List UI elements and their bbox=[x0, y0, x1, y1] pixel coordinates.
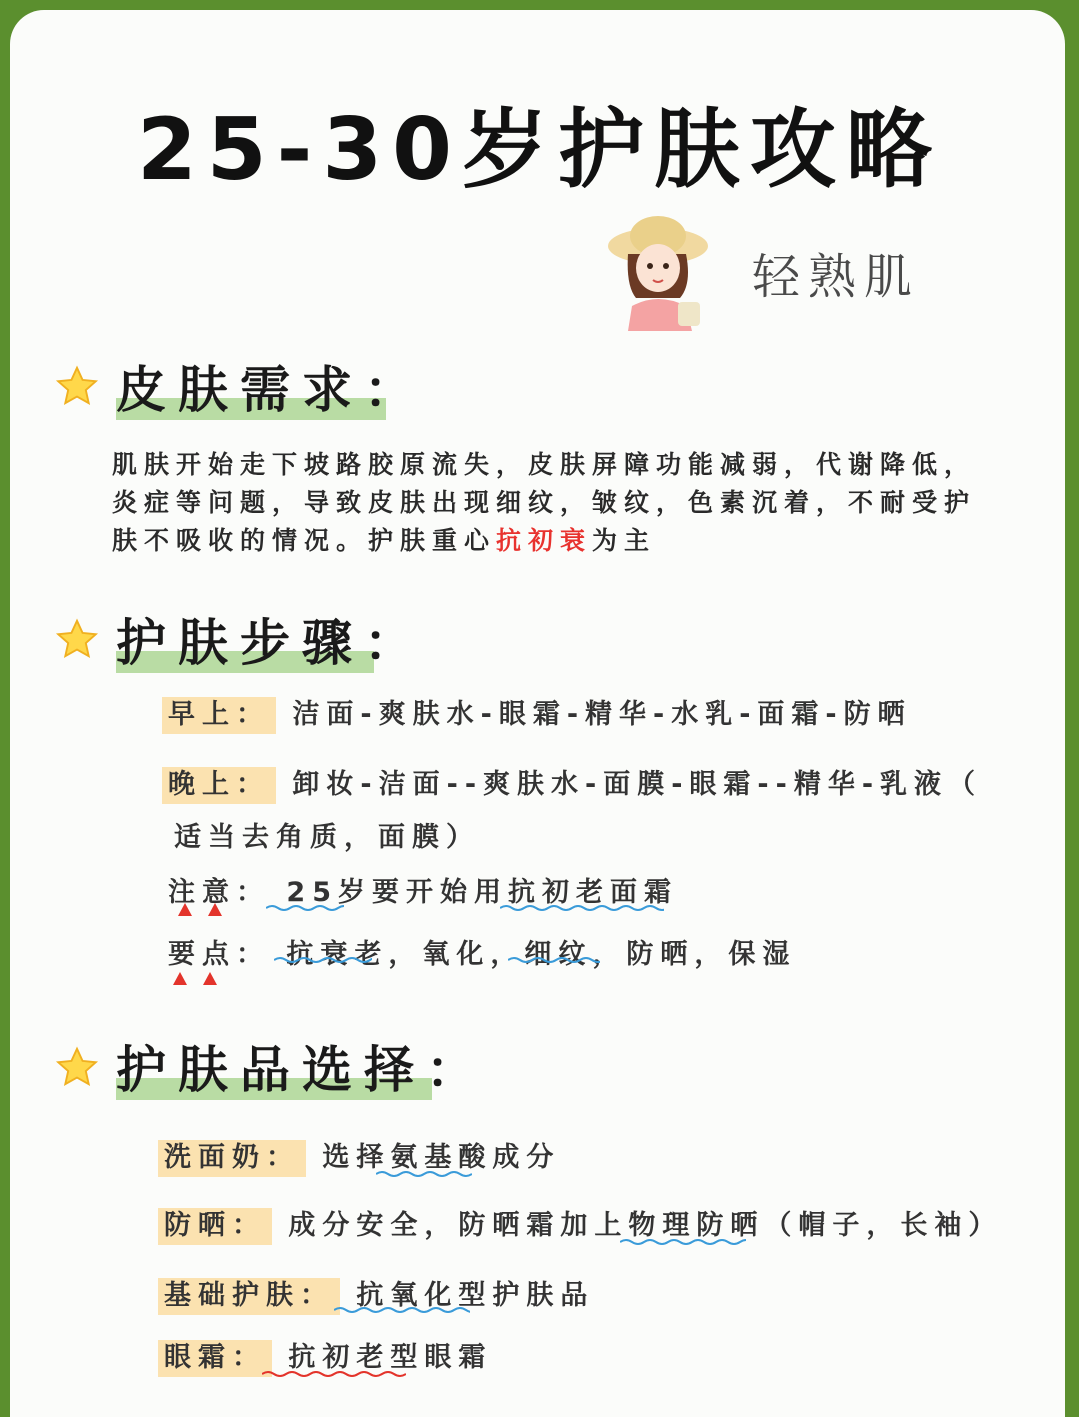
star-icon bbox=[54, 617, 100, 663]
product-label: 防晒： bbox=[158, 1208, 272, 1245]
wavy-underline bbox=[620, 1238, 746, 1246]
subtitle-skin-type: 轻熟肌 bbox=[752, 249, 921, 305]
wavy-underline bbox=[500, 904, 664, 912]
step-evening bbox=[162, 762, 982, 801]
evening-routine: 卸妆-洁面--爽肤水-面膜-眼霜--精华-乳液（ bbox=[292, 769, 983, 800]
page-title: 25-30岁护肤攻略 bbox=[136, 100, 943, 200]
wavy-underline-red bbox=[262, 1370, 406, 1378]
red-triangle-icon bbox=[178, 903, 192, 916]
product-item bbox=[158, 1203, 1002, 1242]
red-triangle-icon bbox=[203, 972, 217, 985]
star-icon bbox=[54, 364, 100, 410]
product-item bbox=[158, 1335, 492, 1374]
product-item bbox=[158, 1135, 560, 1174]
evening-label: 晚上： bbox=[162, 767, 276, 804]
product-label: 基础护肤： bbox=[158, 1278, 340, 1315]
note-label: 注意： bbox=[168, 877, 270, 908]
wavy-underline bbox=[266, 904, 344, 912]
key-points-line bbox=[168, 932, 796, 971]
highlight-anti-aging: 抗初衰 bbox=[496, 526, 593, 555]
product-text: 抗初老型眼霜 bbox=[288, 1342, 493, 1373]
skin-needs-paragraph: 肌肤开始走下坡路胶原流失，皮肤屏障功能减弱，代谢降低，炎症等问题，导致皮肤出现细纹，皱纹，色素沉着，不耐受护肤不吸收的情况。护肤重心抗初衰为主 bbox=[112, 450, 977, 555]
product-text: 成分安全，防晒霜加上物理防晒（帽子，长袖） bbox=[288, 1210, 1003, 1241]
wavy-underline bbox=[376, 1170, 472, 1178]
product-label: 眼霜： bbox=[158, 1340, 272, 1377]
key-text: 抗衰老，氧化，细纹，防晒，保湿 bbox=[286, 939, 797, 970]
heading-product-choice: 护肤品选择： bbox=[116, 1041, 488, 1099]
note-text: 25岁要开始用抗初老面霜 bbox=[286, 877, 678, 908]
step-morning bbox=[162, 692, 912, 731]
red-triangle-icon bbox=[208, 903, 222, 916]
star-icon bbox=[54, 1045, 100, 1091]
morning-routine: 洁面-爽肤水-眼霜-精华-水乳-面霜-防晒 bbox=[292, 699, 912, 730]
wavy-underline bbox=[274, 956, 372, 964]
heading-skincare-steps: 护肤步骤： bbox=[116, 614, 426, 672]
product-label: 洗面奶： bbox=[158, 1140, 306, 1177]
morning-label: 早上： bbox=[162, 697, 276, 734]
product-text: 选择氨基酸成分 bbox=[322, 1142, 561, 1173]
key-label: 要点： bbox=[168, 939, 270, 970]
wavy-underline bbox=[508, 956, 600, 964]
product-text: 抗氧化型护肤品 bbox=[356, 1280, 595, 1311]
wavy-underline bbox=[334, 1306, 470, 1314]
heading-skin-needs: 皮肤需求： bbox=[116, 361, 426, 419]
step-evening-cont: 适当去角质，面膜） bbox=[174, 822, 480, 853]
girl-avatar-illustration bbox=[606, 206, 716, 331]
red-triangle-icon bbox=[173, 972, 187, 985]
